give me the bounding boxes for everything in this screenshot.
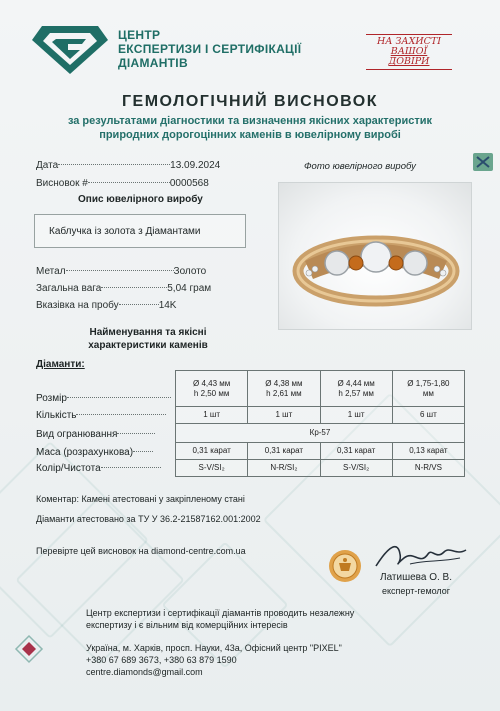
table-cell: 1 шт [320, 407, 392, 424]
signer-role: експерт-гемолог [382, 586, 451, 596]
dotted-leader [119, 304, 159, 305]
table-cell: S-V/SI₂ [320, 460, 392, 477]
cell-line: мм [422, 388, 434, 398]
brand-line: ЦЕНТР [118, 28, 161, 42]
dotted-leader [88, 182, 170, 183]
table-row [176, 460, 465, 477]
number-value: 0000568 [169, 178, 209, 189]
table-cell: 0,31 карат [320, 443, 392, 460]
footer-line: експертизу і є вільним від комерційних інтересів [86, 620, 288, 630]
jewelry-photo [278, 182, 472, 330]
number-row [36, 178, 209, 189]
contact-block [86, 642, 342, 678]
slogan-stamp [366, 34, 452, 70]
diamond-logo-icon [30, 24, 110, 76]
description-box: Каблучка із золота з Діамантами [34, 214, 246, 248]
document-title: ГЕМОЛОГІЧНИЙ ВИСНОВОК [121, 93, 379, 110]
number-label: Висновок # [36, 178, 88, 189]
assay-label: Вказівка на пробу [36, 300, 119, 311]
row-label-color [36, 463, 161, 474]
table-cell: 0,31 карат [248, 443, 320, 460]
dotted-leader [101, 287, 167, 288]
table-row [176, 407, 465, 424]
row-label-text: Розмір [36, 393, 67, 404]
row-label-text: Маса (розрахункова) [36, 447, 134, 458]
dotted-leader [101, 467, 161, 468]
diamonds-label: Діаманти: [36, 359, 85, 370]
assay-row [36, 300, 176, 311]
row-label-text: Колір/Чистота [36, 463, 101, 474]
weight-value: 5,04 грам [167, 283, 212, 294]
footer-statement [86, 607, 406, 631]
brand-line: ЕКСПЕРТИЗИ І СЕРТИФІКАЦІЇ [118, 42, 302, 56]
date-label: Дата [36, 160, 59, 171]
table-cell: N-R/VS [392, 460, 464, 477]
address-text: Україна, м. Харків, просп. Науки, 43а, Офісний центр "PIXEL" [86, 643, 342, 653]
dotted-leader [76, 414, 166, 415]
dotted-leader [58, 164, 170, 165]
row-label-text: Кількість [36, 410, 77, 421]
signer-name: Латишева О. В. [380, 572, 452, 583]
subtitle-line: за результатами діагностики та визначення якісних характеристик [67, 115, 433, 127]
table-cell: S-V/SI₂ [176, 460, 248, 477]
table-cell [320, 371, 392, 407]
cell-line: h 2,57 мм [338, 388, 374, 398]
date-value: 13.09.2024 [170, 160, 221, 171]
footer-line: Центр експертизи і сертифікації діамантів проводить незалежну [86, 608, 355, 618]
metal-label: Метал [36, 266, 66, 277]
verify-text: Перевірте цей висновок на diamond-centre.com.ua [36, 546, 246, 556]
table-cell: 1 шт [248, 407, 320, 424]
dotted-leader [133, 451, 153, 452]
brand-name [118, 28, 301, 70]
cell-line: Ø 1,75-1,80 [407, 378, 450, 388]
table-cell: Кр-57 [176, 424, 465, 443]
stones-heading-line: Найменування та якісні [89, 327, 207, 338]
row-label-mass [36, 447, 153, 458]
cell-line: h 2,61 мм [266, 388, 302, 398]
table-cell: 1 шт [176, 407, 248, 424]
weight-label: Загальна вага [36, 283, 102, 294]
table-cell [392, 371, 464, 407]
stones-table [175, 370, 465, 477]
assay-value: 14K [158, 300, 177, 311]
stones-heading-line: характеристики каменів [88, 340, 208, 351]
table-cell [176, 371, 248, 407]
cell-line: Ø 4,43 мм [193, 378, 231, 388]
date-row [36, 160, 220, 171]
table-cell: 0,31 карат [176, 443, 248, 460]
table-cell: 6 шт [392, 407, 464, 424]
photo-label: Фото ювелірного виробу [304, 161, 416, 172]
stones-heading [78, 326, 218, 352]
subtitle-line: природних дорогоцінних каменів в ювелірному виробі [99, 129, 401, 141]
stamp-line: ВАШОЇ [390, 46, 428, 57]
seal-icon [328, 549, 362, 583]
dotted-leader [67, 397, 171, 398]
phone-text: +380 67 689 3673, +380 63 879 1590 [86, 655, 237, 665]
standard-text: Діаманти атестовано за ТУ У 36.2-21587162.001:2002 [36, 514, 261, 524]
metal-value: Золото [173, 266, 207, 277]
stamp-line: ДОВІРИ [388, 56, 430, 67]
weight-row [36, 283, 211, 294]
row-label-text: Вид огранювання [36, 429, 118, 440]
email-text: centre.diamonds@gmail.com [86, 667, 203, 677]
cell-line: Ø 4,38 мм [265, 378, 303, 388]
metal-row [36, 266, 206, 277]
description-label: Опис ювелірного виробу [78, 194, 203, 205]
stamp-line: НА ЗАХИСТІ [376, 36, 442, 47]
cell-line: Ø 4,44 мм [337, 378, 375, 388]
table-row [176, 443, 465, 460]
row-label-cut [36, 429, 155, 440]
cell-line: h 2,50 мм [193, 388, 230, 398]
brand-line: ДІАМАНТІВ [118, 56, 188, 70]
table-row [176, 371, 465, 407]
table-cell: 0,13 карат [392, 443, 464, 460]
dotted-leader [66, 270, 174, 271]
ring-image [279, 183, 473, 331]
gem-badge-icon [14, 634, 44, 664]
dotted-leader [117, 433, 155, 434]
comment-text: Коментар: Камені атестовані у закріпленому стані [36, 494, 245, 504]
row-label-count [36, 410, 166, 421]
hologram-icon [472, 152, 494, 172]
table-cell: N-R/SI₂ [248, 460, 320, 477]
row-label-size [36, 393, 171, 404]
table-cell [248, 371, 320, 407]
signature-image [370, 540, 470, 574]
table-row [176, 424, 465, 443]
document-subtitle [20, 114, 480, 142]
